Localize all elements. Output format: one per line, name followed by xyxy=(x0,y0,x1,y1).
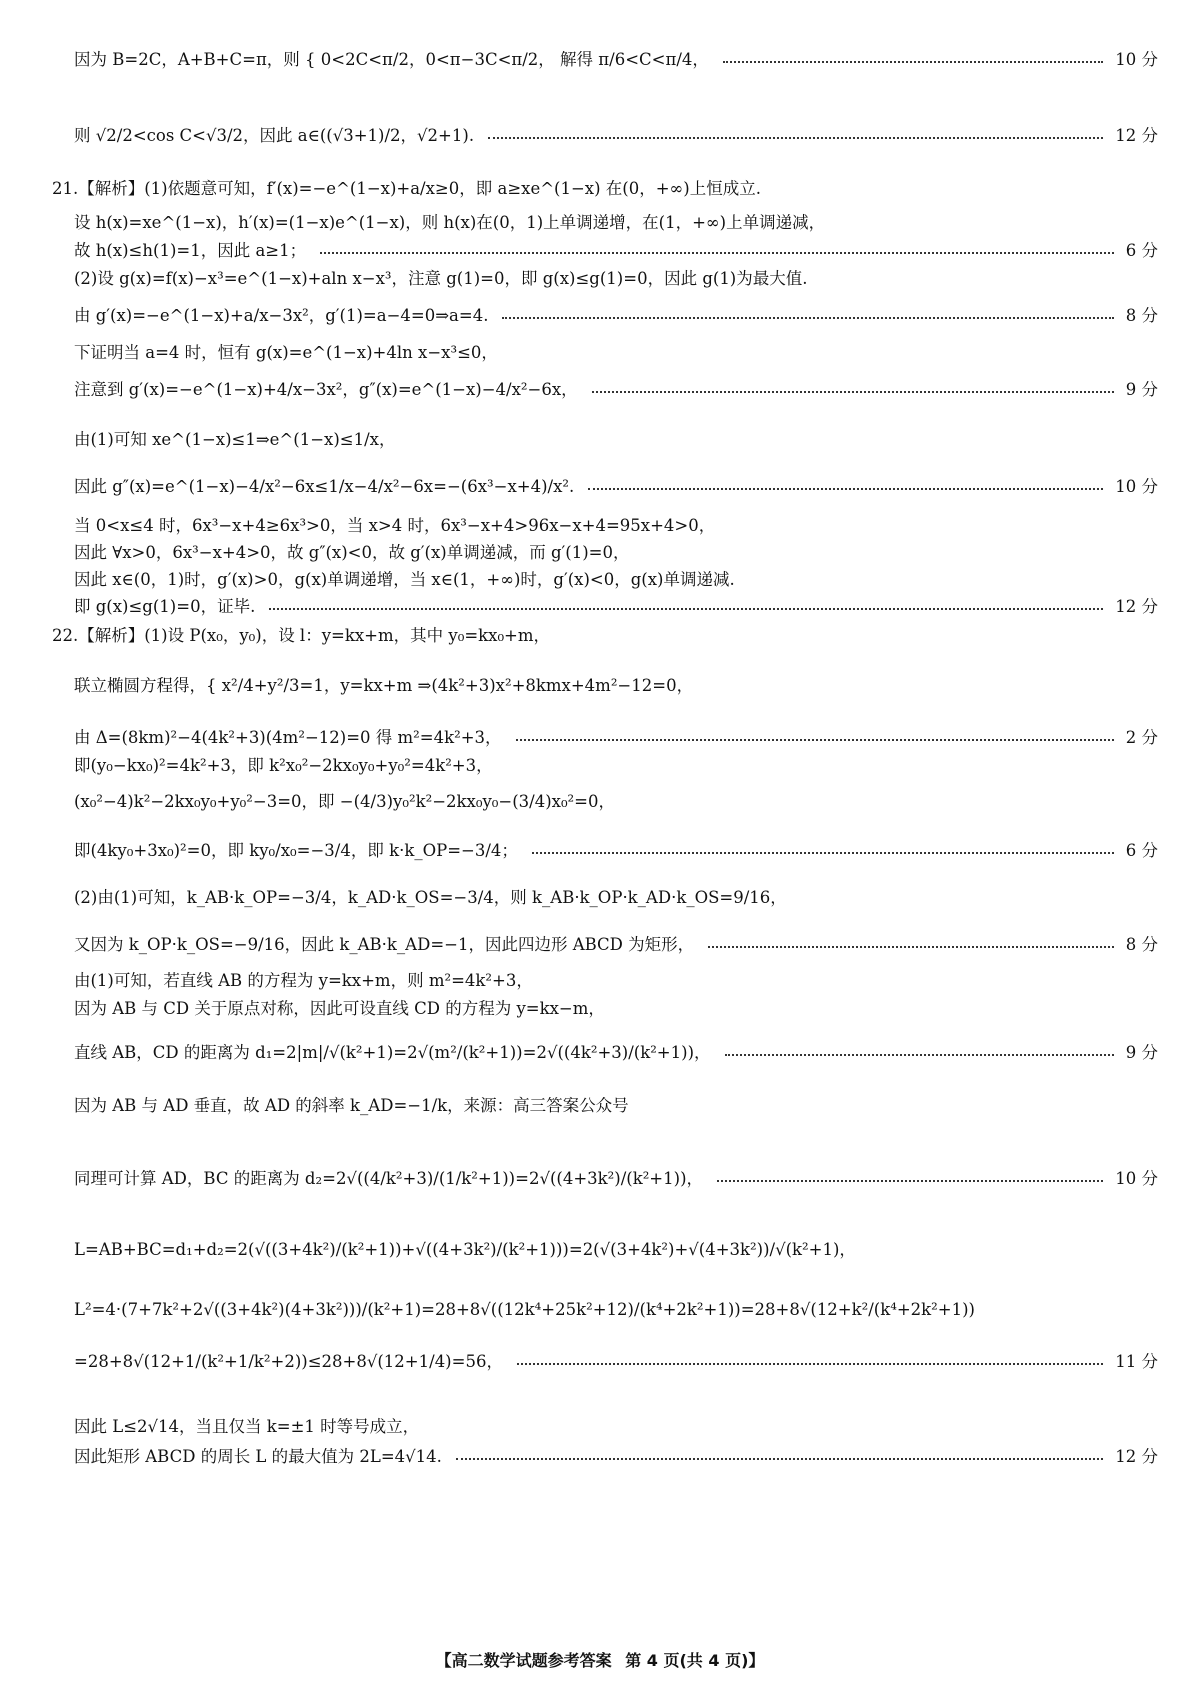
leader-dots xyxy=(320,252,1114,254)
line-22-part2 xyxy=(74,886,1158,910)
score-points: 9 分 xyxy=(1125,380,1158,399)
line-21-bound xyxy=(74,475,1158,499)
leader-dots xyxy=(516,739,1114,741)
line-text: L²=4·(7+7k²+2√((3+4k²)(4+3k²)))/(k²+1)=28+8√((12k⁴+25k²+12)/(k⁴+2k²+1))=28+8√(12+k²/(k⁴+2k²+1)) xyxy=(74,1300,975,1319)
leader-dots xyxy=(708,946,1114,948)
line-text: =28+8√(12+1/(k²+1/k²+2))≤28+8√(12+1/4)=56， xyxy=(74,1352,503,1371)
line-text: 即(y₀−kx₀)²=4k²+3，即 k²x₀²−2kx₀y₀+y₀²=4k²+3， xyxy=(74,756,493,775)
line-21-intervals xyxy=(74,568,1158,592)
page-footer xyxy=(0,1648,1200,1671)
line-21-cases xyxy=(74,514,1158,538)
line-text: 即 g(x)≤g(1)=0，证毕. xyxy=(74,597,256,616)
line-text: 因此 x∈(0，1)时，g′(x)>0，g(x)单调递增，当 x∈(1，+∞)时，g′(x)<0，g(x)单调递减. xyxy=(74,570,735,589)
line-21-conclusion xyxy=(74,595,1158,619)
line-22-simplify xyxy=(74,790,1158,814)
line-22-perimeter-half xyxy=(74,1238,1158,1262)
score-points: 10 分 xyxy=(1115,50,1158,69)
line-20-cos-range xyxy=(74,124,1158,148)
line-21-h-max xyxy=(74,239,1158,263)
line-21-part2 xyxy=(74,267,1158,291)
line-22-slope-product xyxy=(74,839,1158,863)
line-21-prove xyxy=(74,341,1158,365)
line-text: 由 Δ=(8km)²−4(4k²+3)(4m²−12)=0 得 m²=4k²+3， xyxy=(74,728,502,747)
score-points: 8 分 xyxy=(1125,935,1158,954)
score-points: 2 分 xyxy=(1125,728,1158,747)
leader-dots xyxy=(723,61,1103,63)
leader-dots xyxy=(532,852,1114,854)
footer-page-number: 第 4 页(共 4 页)】 xyxy=(625,1651,765,1670)
line-text: 因此 ∀x>0，6x³−x+4>0，故 g″(x)<0，故 g′(x)单调递减，而 g′(1)=0， xyxy=(74,543,630,562)
line-22-equality xyxy=(74,1415,1158,1439)
line-22-d2 xyxy=(74,1167,1158,1191)
line-text: 设 h(x)=xe^(1−x)，h′(x)=(1−x)e^(1−x)，则 h(x)在(0，1)上单调递增，在(1，+∞)上单调递减， xyxy=(74,213,826,232)
score-points: 6 分 xyxy=(1125,841,1158,860)
line-text: 22.【解析】(1)设 P(x₀，y₀)，设 l：y=kx+m，其中 y₀=kx₀+m， xyxy=(52,626,551,645)
line-text: (x₀²−4)k²−2kx₀y₀+y₀²−3=0，即 −(4/3)y₀²k²−2kx₀y₀−(3/4)x₀²=0， xyxy=(74,792,615,811)
line-text: 由 g′(x)=−e^(1−x)+a/x−3x²，g′(1)=a−4=0⇒a=4. xyxy=(74,306,489,325)
line-text: 故 h(x)≤h(1)=1，因此 a≥1； xyxy=(74,241,307,260)
score-points: 10 分 xyxy=(1115,477,1158,496)
line-text: 21.【解析】(1)依题意可知，f′(x)=−e^(1−x)+a/x≥0，即 a≥xe^(1−x) 在(0，+∞)上恒成立. xyxy=(52,179,761,198)
line-22-inequality xyxy=(74,1350,1158,1374)
line-text: 下证明当 a=4 时，恒有 g(x)=e^(1−x)+4ln x−x³≤0， xyxy=(74,343,498,362)
line-text: (2)由(1)可知，k_AB·k_OP=−3/4，k_AD·k_OS=−3/4，则 k_AB·k_OP·k_AD·k_OS=9/16， xyxy=(74,888,787,907)
line-text: 由(1)可知，若直线 AB 的方程为 y=kx+m，则 m²=4k²+3， xyxy=(74,971,533,990)
leader-dots xyxy=(725,1054,1114,1056)
leader-dots xyxy=(588,488,1103,490)
line-text: 由(1)可知 xe^(1−x)≤1⇒e^(1−x)≤1/x， xyxy=(74,430,396,449)
line-22-discriminant xyxy=(74,726,1158,750)
line-22-expand xyxy=(74,754,1158,778)
line-22-ad-slope xyxy=(74,1094,1158,1118)
line-22-cd-eq xyxy=(74,997,1158,1021)
line-text: 因为 AB 与 AD 垂直，故 AD 的斜率 k_AD=−1/k，来源：高三答案公众号 xyxy=(74,1096,629,1115)
leader-dots xyxy=(592,391,1114,393)
score-points: 8 分 xyxy=(1125,306,1158,325)
line-22-rectangle xyxy=(74,933,1158,957)
score-points: 9 分 xyxy=(1125,1043,1158,1062)
line-text: 因此 g″(x)=e^(1−x)−4/x²−6x≤1/x−4/x²−6x=−(6x³−x+4)/x². xyxy=(74,477,575,496)
line-text: 联立椭圆方程得，{ x²/4+y²/3=1，y=kx+m ⇒(4k²+3)x²+8kmx+4m²−12=0， xyxy=(74,676,694,695)
score-points: 12 分 xyxy=(1115,597,1158,616)
line-22-header xyxy=(52,624,1158,648)
line-text: 因此 L≤2√14，当且仅当 k=±1 时等号成立， xyxy=(74,1417,420,1436)
line-21-from-part1 xyxy=(74,428,1158,452)
footer-title: 【高二数学试题参考答案 xyxy=(435,1651,612,1670)
line-text: 则 √2/2<cos C<√3/2，因此 a∈((√3+1)/2，√2+1). xyxy=(74,126,475,145)
line-text: 注意到 g′(x)=−e^(1−x)+4/x−3x²，g″(x)=e^(1−x)−4/x²−6x， xyxy=(74,380,578,399)
line-text: 因为 AB 与 CD 关于原点对称，因此可设直线 CD 的方程为 y=kx−m， xyxy=(74,999,605,1018)
line-text: 因此矩形 ABCD 的周长 L 的最大值为 2L=4√14. xyxy=(74,1447,442,1466)
score-points: 6 分 xyxy=(1125,241,1158,260)
line-22-ellipse-system xyxy=(74,674,1158,698)
line-text: (2)设 g(x)=f(x)−x³=e^(1−x)+aln x−x³，注意 g(1)=0，即 g(x)≤g(1)=0，因此 g(1)为最大值. xyxy=(74,269,808,288)
leader-dots xyxy=(269,608,1103,610)
line-text: 当 0<x≤4 时，6x³−x+4≥6x³>0，当 x>4 时，6x³−x+4>96x−x+4=95x+4>0， xyxy=(74,516,716,535)
line-text: 直线 AB，CD 的距离为 d₁=2|m|/√(k²+1)=2√(m²/(k²+1))=2√((4k²+3)/(k²+1))， xyxy=(74,1043,711,1062)
leader-dots xyxy=(517,1363,1103,1365)
line-text: 即(4ky₀+3x₀)²=0，即 ky₀/x₀=−3/4，即 k·k_OP=−3/4； xyxy=(74,841,518,860)
line-20-range-c xyxy=(74,48,1158,72)
line-text: L=AB+BC=d₁+d₂=2(√((3+4k²)/(k²+1))+√((4+3k²)/(k²+1)))=2(√(3+4k²)+√(4+3k²))/√(k²+1)， xyxy=(74,1240,856,1259)
line-22-l-squared xyxy=(74,1298,1158,1322)
score-points: 12 分 xyxy=(1115,1447,1158,1466)
line-21-header xyxy=(52,177,1158,201)
line-22-d1 xyxy=(74,1041,1158,1065)
line-22-ab-eq xyxy=(74,969,1158,993)
line-21-h xyxy=(74,211,1158,235)
line-21-gprime xyxy=(74,304,1158,328)
leader-dots xyxy=(502,317,1113,319)
score-points: 11 分 xyxy=(1115,1352,1158,1371)
leader-dots xyxy=(456,1458,1103,1460)
score-points: 10 分 xyxy=(1115,1169,1158,1188)
line-text: 同理可计算 AD，BC 的距离为 d₂=2√((4/k²+3)/(1/k²+1))=2√((4+3k²)/(k²+1))， xyxy=(74,1169,704,1188)
score-points: 12 分 xyxy=(1115,126,1158,145)
line-21-second-derivative xyxy=(74,378,1158,402)
line-22-max-perimeter xyxy=(74,1445,1158,1469)
line-21-monotone xyxy=(74,541,1158,565)
line-text: 又因为 k_OP·k_OS=−9/16，因此 k_AB·k_AD=−1，因此四边形 ABCD 为矩形， xyxy=(74,935,695,954)
line-text: 因为 B=2C，A+B+C=π，则 { 0<2C<π/2，0<π−3C<π/2， 解得 π/6<C<π/4， xyxy=(74,50,709,69)
leader-dots xyxy=(717,1180,1103,1182)
leader-dots xyxy=(488,137,1103,139)
